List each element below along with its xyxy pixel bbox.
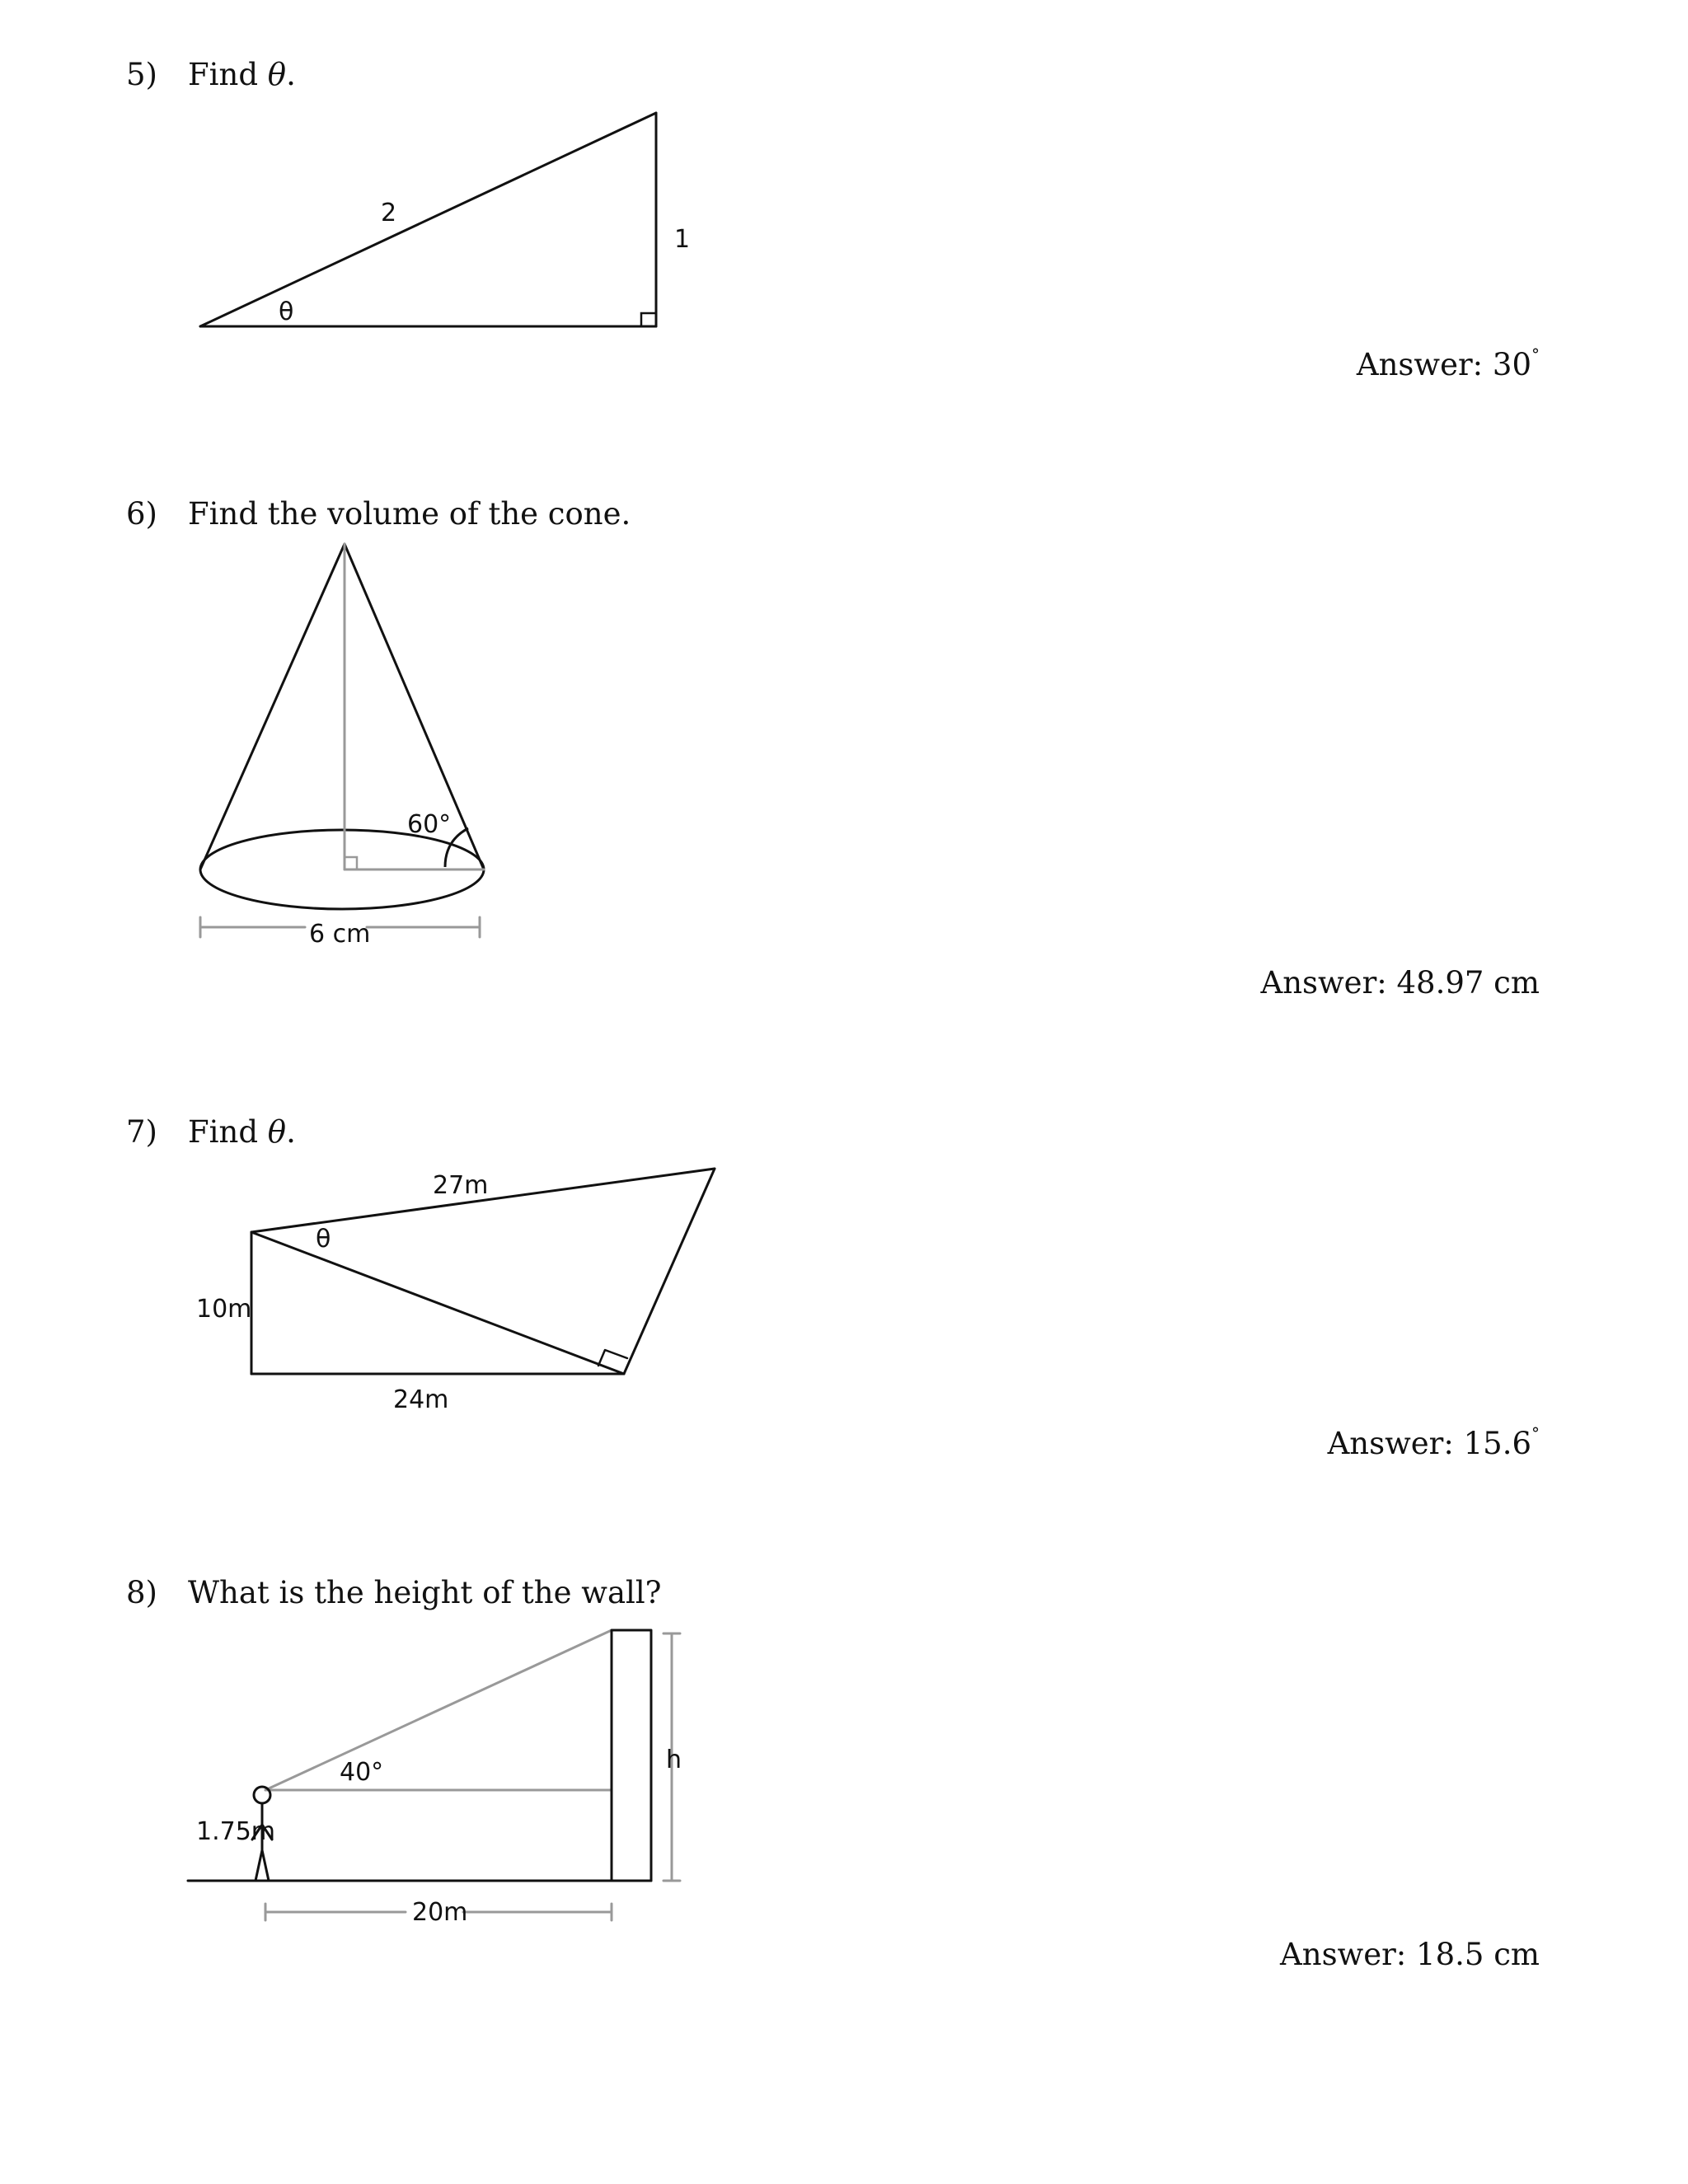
person-head	[254, 1787, 270, 1803]
question-7-answer-prefix: Answer:	[1327, 1426, 1454, 1461]
cone-diameter-label: 6 cm	[309, 920, 371, 949]
question-5-prompt-symbol: θ	[267, 57, 287, 92]
question-6-answer-prefix: Answer:	[1260, 965, 1387, 1001]
question-7-answer-unit: °	[1531, 1423, 1540, 1443]
triangle-5-angle-label: θ	[279, 298, 294, 326]
question-5-answer-unit: °	[1531, 344, 1540, 364]
person-height-label: 1.75m	[196, 1817, 276, 1846]
question-8-answer-prefix: Answer:	[1280, 1937, 1407, 1972]
question-8-answer-value: 18.5 cm	[1416, 1937, 1540, 1972]
wall-rect	[612, 1630, 651, 1881]
distance-label: 20m	[412, 1898, 468, 1927]
triangle-7-angle-label: θ	[316, 1225, 331, 1254]
question-7-prompt-prefix: Find	[188, 1114, 259, 1150]
question-5-answer-value: 30	[1492, 347, 1531, 382]
question-8-prompt: What is the height of the wall?	[188, 1575, 662, 1610]
triangle-7-left-label: 10m	[196, 1295, 252, 1324]
question-8-answer	[1280, 1939, 1540, 1970]
question-6-number: 6)	[126, 496, 157, 532]
question-7-answer-value: 15.6	[1463, 1426, 1531, 1461]
question-7-number: 7)	[126, 1114, 157, 1150]
question-7-prompt-suffix: .	[286, 1114, 296, 1150]
wall-angle-label: 40°	[340, 1758, 384, 1787]
triangle-5-hyp-label: 2	[381, 199, 397, 227]
question-6-prompt: Find the volume of the cone.	[188, 496, 631, 532]
question-8-number: 8)	[126, 1575, 157, 1610]
cone-angle-label: 60°	[407, 810, 452, 839]
person-legs	[256, 1850, 269, 1881]
wall-sightline-up	[265, 1630, 612, 1790]
triangle-7-top-label: 27m	[433, 1171, 489, 1200]
triangle-5-opp-label: 1	[674, 225, 691, 254]
question-5-number: 5)	[126, 57, 157, 92]
wall-height-label: h	[666, 1746, 682, 1774]
question-6-answer-value: 48.97 cm	[1396, 965, 1540, 1001]
triangle-7-bottom-label: 24m	[393, 1385, 449, 1414]
question-7-prompt-symbol: θ	[267, 1114, 287, 1150]
question-5-prompt-prefix: Find	[188, 57, 259, 92]
question-5-prompt-suffix: .	[286, 57, 296, 92]
question-5-answer-prefix: Answer:	[1356, 347, 1484, 382]
